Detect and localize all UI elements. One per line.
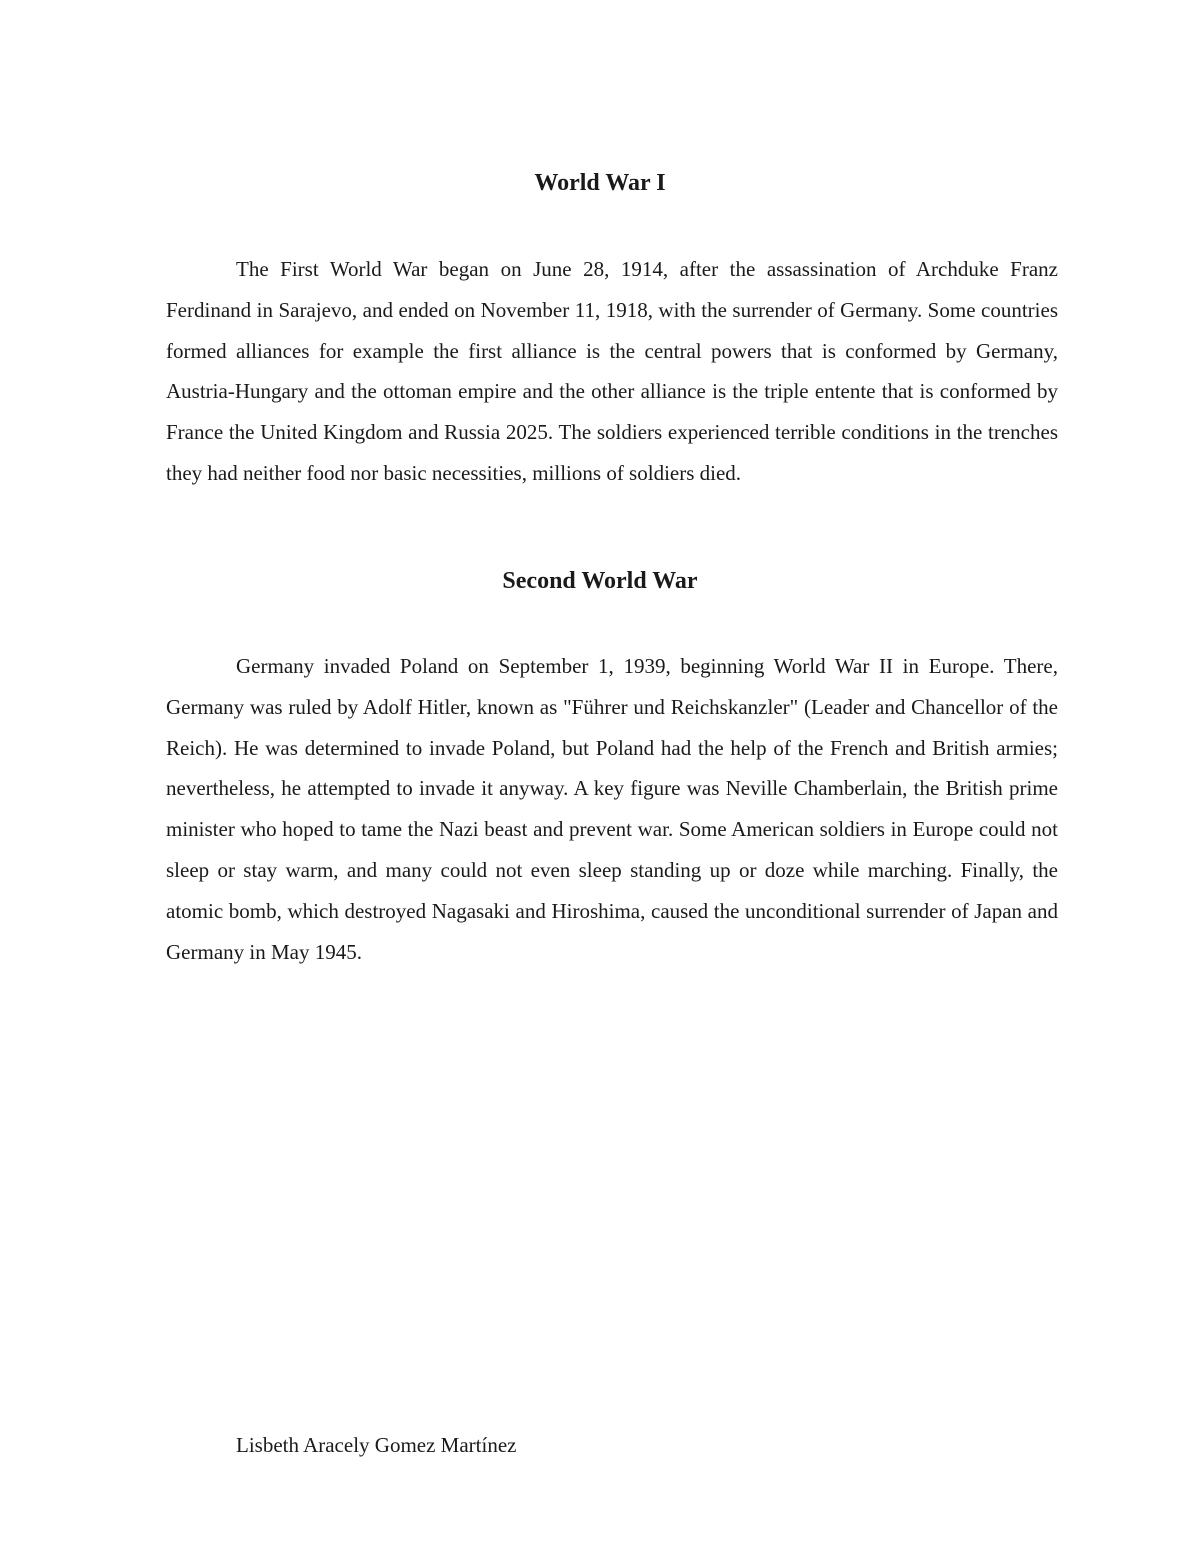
section-paragraph-world-war-i: The First World War began on June 28, 1914, after the assassination of Archduke Franz Ferdinand in Sarajevo, and ended on November 11, 1918, with the surrender of Germany. Some countries formed alliances for example the first alliance is the central powers that is conformed by Germany, Austria-Hungary and the ottoman empire and the other alliance is the triple entente that is conformed by France the United Kingdom and Russia 2025. The soldiers experienced terrible conditions in the trenches they had neither food nor basic necessities, millions of soldiers died. <box>166 257 1058 485</box>
section-heading-second-world-war: Second World War <box>502 568 698 594</box>
author-name: Lisbeth Aracely Gomez Martínez <box>236 1433 517 1457</box>
section-heading-world-war-i: World War I <box>534 170 666 196</box>
section-paragraph-second-world-war: Germany invaded Poland on September 1, 1939, beginning World War II in Europe. There, Germany was ruled by Adolf Hitler, known as "Führer und Reichskanzler" (Leader and Chancellor of the Reich). He was determined to invade Poland, but Poland had the help of the French and British armies; nevertheless, he attempted to invade it anyway. A key figure was Neville Chamberlain, the British prime minister who hoped to tame the Nazi beast and prevent war. Some American soldiers in Europe could not sleep or stay warm, and many could not even sleep standing up or doze while marching. Finally, the atomic bomb, which destroyed Nagasaki and Hiroshima, caused the unconditional surrender of Japan and Germany in May 1945. <box>166 654 1058 964</box>
